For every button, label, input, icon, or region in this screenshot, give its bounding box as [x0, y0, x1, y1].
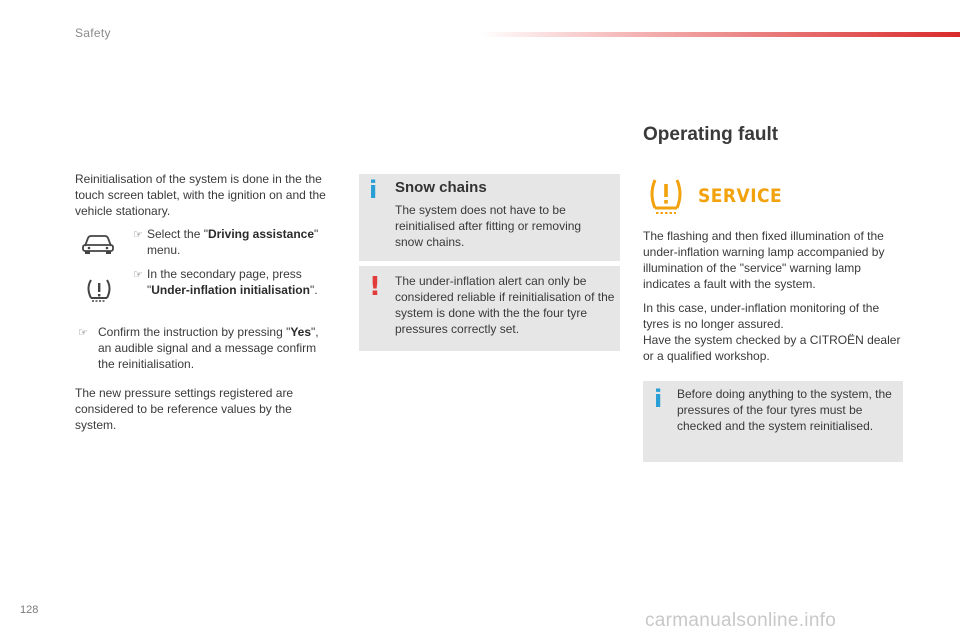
service-warning-lamp: SERVICE: [698, 185, 783, 207]
snow-chains-box: [359, 174, 620, 261]
watermark-text: carmanualsonline.info: [645, 610, 837, 631]
step-confirm-yes: [78, 324, 343, 372]
step-under-inflation-initialisation: [133, 266, 343, 298]
step1-suffix: " menu.: [147, 227, 319, 257]
before-doing-info-text: Before doing anything to the system, the pressures of the four tyres must be checked and the system reinitialised.: [677, 387, 892, 433]
step3-prefix: Confirm the instruction by pressing ": [98, 325, 291, 339]
before-doing-info-box: [643, 381, 903, 462]
step3-suffix: ", an audible signal and a message confirm the reinitialisation.: [98, 325, 319, 371]
warning-exclamation-icon: !: [369, 272, 381, 302]
step2-bold: Under-inflation initialisation: [151, 283, 310, 297]
outro-paragraph: The new pressure settings registered are considered to be reference values by the system.: [75, 386, 294, 432]
bullet-icon: ☞: [133, 269, 143, 281]
bullet-icon: ☞: [133, 229, 143, 241]
reliability-warning-text: The under-inflation alert can only be considered reliable if reinitialisation of the system is done with the the four tyre pressures correctly set.: [395, 274, 615, 336]
operating-fault-title: Operating fault: [643, 124, 779, 145]
car-icon: [81, 230, 115, 256]
bullet-icon: ☞: [78, 327, 88, 339]
reliability-warning-box: [359, 266, 620, 351]
snow-chains-text: The system does not have to be reinitialised after fitting or removing snow chains.: [395, 203, 582, 249]
step2-prefix: In the secondary page, press ": [147, 267, 302, 297]
monitoring-not-assured-paragraph: In this case, under-inflation monitoring of the tyres is no longer assured.: [643, 301, 880, 331]
snow-chains-title: Snow chains: [395, 179, 487, 196]
step3-bold: Yes: [290, 325, 312, 339]
section-label: Safety: [75, 26, 111, 40]
have-system-checked-paragraph: Have the system checked by a CITROËN dealer or a qualified workshop.: [643, 333, 901, 363]
intro-paragraph: Reinitialisation of the system is done in the the touch screen tablet, with the ignition on and the vehicle stationary.: [75, 172, 326, 218]
step2-suffix: ".: [309, 283, 318, 297]
step-select-driving-assistance: [133, 226, 338, 258]
step1-bold: Driving assistance: [207, 227, 315, 241]
info-icon: i: [369, 176, 378, 204]
info-icon: i: [654, 385, 663, 413]
step1-prefix: Select the ": [147, 227, 208, 241]
fault-description-paragraph: The flashing and then fixed illumination of the under-inflation warning lamp accompanied by illumination of the "service" warning lamp indicates a fault with the system.: [643, 229, 885, 291]
page-number: 128: [20, 604, 39, 616]
tyre-pressure-warning-icon: [83, 276, 115, 304]
header-accent-bar: [480, 32, 960, 37]
under-inflation-warning-lamp-icon: [646, 176, 686, 216]
